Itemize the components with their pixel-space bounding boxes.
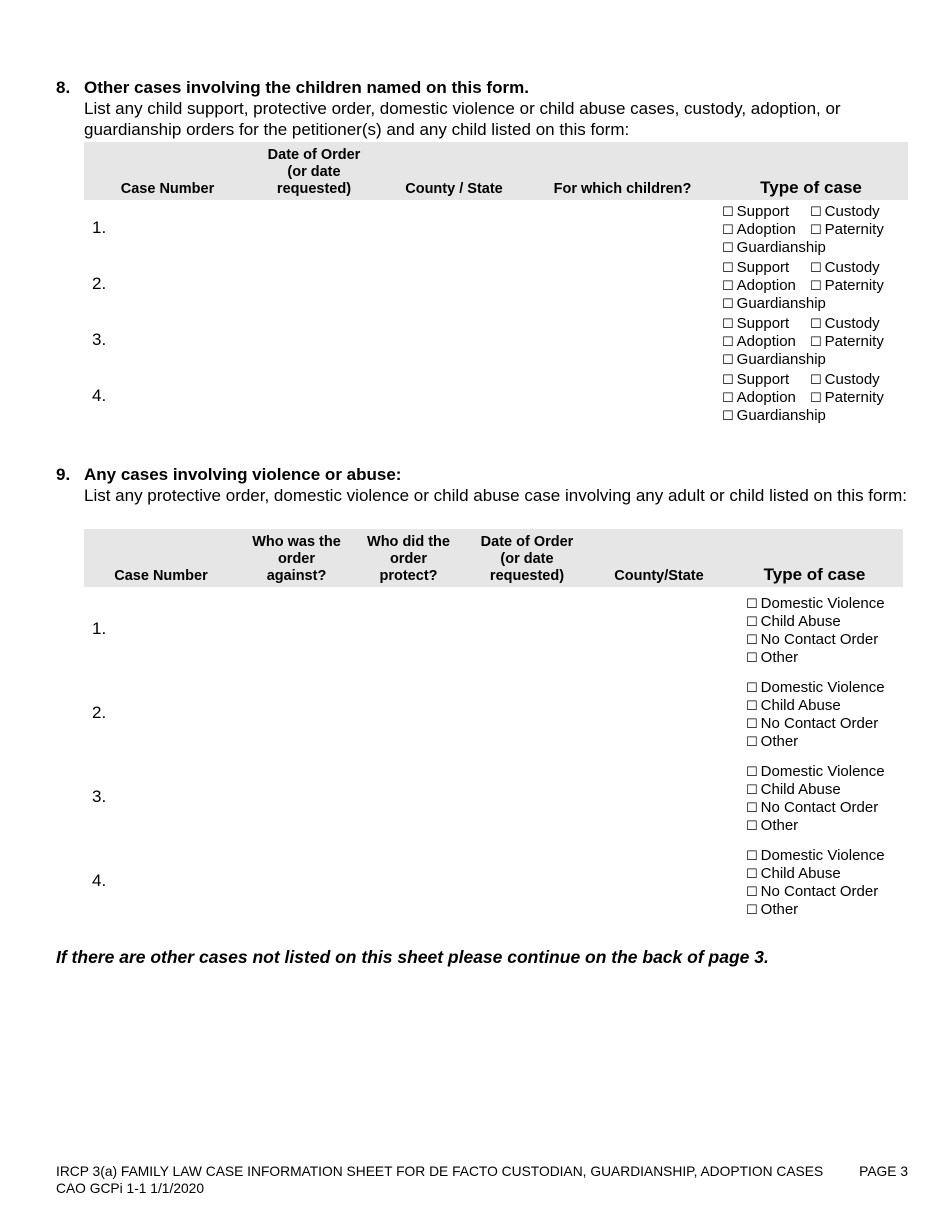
custody-checkbox[interactable]: ☐ Custody	[810, 203, 880, 220]
row-number: 4.	[92, 871, 107, 890]
guardianship-checkbox[interactable]: ☐ Guardianship	[722, 351, 826, 368]
row-number: 2.	[92, 274, 107, 293]
children-cell[interactable]	[531, 368, 714, 424]
date-cell[interactable]	[251, 368, 377, 424]
adoption-checkbox[interactable]: ☐ Adoption	[722, 333, 796, 350]
no-contact-order-checkbox[interactable]: ☐ No Contact Order	[746, 715, 879, 732]
header-case-number: Case Number	[84, 142, 251, 200]
adoption-checkbox[interactable]: ☐ Adoption	[722, 389, 796, 406]
date-cell[interactable]	[462, 587, 592, 671]
against-cell[interactable]	[238, 839, 355, 923]
custody-checkbox[interactable]: ☐ Custody	[810, 259, 880, 276]
protect-cell[interactable]	[355, 839, 462, 923]
protect-cell[interactable]	[355, 755, 462, 839]
table-row	[84, 256, 908, 312]
table-row	[84, 671, 903, 755]
footer-form-code: CAO GCPi 1-1 1/1/2020	[56, 1181, 205, 1196]
row-number: 2.	[92, 703, 107, 722]
type-cell	[714, 368, 908, 424]
header-date-of-order: Date of Order (or date requested)	[462, 529, 592, 587]
county-cell[interactable]	[377, 200, 531, 256]
protect-cell[interactable]	[355, 671, 462, 755]
county-cell[interactable]	[377, 368, 531, 424]
no-contact-order-checkbox[interactable]: ☐ No Contact Order	[746, 883, 879, 900]
against-cell[interactable]	[238, 755, 355, 839]
section-9-description: List any protective order, domestic violence or child abuse case involving any adult or child listed on this form:	[84, 486, 908, 505]
type-cell	[714, 256, 908, 312]
domestic-violence-checkbox[interactable]: ☐ Domestic Violence	[746, 595, 885, 612]
table-row	[84, 587, 903, 671]
section-9-table	[84, 529, 903, 923]
continuation-note: If there are other cases not listed on this sheet please continue on the back of page 3.	[56, 947, 769, 967]
header-date-of-order: Date of Order (or date requested)	[251, 142, 377, 200]
adoption-checkbox[interactable]: ☐ Adoption	[722, 277, 796, 294]
header-county-state: County / State	[377, 142, 531, 200]
against-cell[interactable]	[238, 587, 355, 671]
county-cell[interactable]	[377, 256, 531, 312]
no-contact-order-checkbox[interactable]: ☐ No Contact Order	[746, 799, 879, 816]
table-row	[84, 755, 903, 839]
type-cell	[726, 755, 903, 839]
paternity-checkbox[interactable]: ☐ Paternity	[810, 221, 884, 238]
other-checkbox[interactable]: ☐ Other	[746, 733, 799, 750]
type-cell	[714, 312, 908, 368]
header-case-number: Case Number	[84, 529, 238, 587]
date-cell[interactable]	[251, 256, 377, 312]
section-8-title: Other cases involving the children named on this form.	[84, 78, 529, 97]
other-checkbox[interactable]: ☐ Other	[746, 649, 799, 666]
child-abuse-checkbox[interactable]: ☐ Child Abuse	[746, 613, 841, 630]
child-abuse-checkbox[interactable]: ☐ Child Abuse	[746, 697, 841, 714]
row-number: 1.	[92, 619, 107, 638]
other-checkbox[interactable]: ☐ Other	[746, 901, 799, 918]
county-cell[interactable]	[592, 755, 726, 839]
domestic-violence-checkbox[interactable]: ☐ Domestic Violence	[746, 679, 885, 696]
section-9-number: 9.	[56, 465, 71, 484]
type-cell	[726, 839, 903, 923]
date-cell[interactable]	[251, 312, 377, 368]
children-cell[interactable]	[531, 256, 714, 312]
support-checkbox[interactable]: ☐ Support	[722, 259, 790, 276]
header-county-state: County/State	[592, 529, 726, 587]
header-order-protect: Who did the order protect?	[355, 529, 462, 587]
table-row	[84, 200, 908, 256]
row-number: 1.	[92, 218, 107, 237]
county-cell[interactable]	[377, 312, 531, 368]
header-type-of-case: Type of case	[726, 529, 903, 587]
table-row	[84, 839, 903, 923]
date-cell[interactable]	[462, 671, 592, 755]
county-cell[interactable]	[592, 671, 726, 755]
county-cell[interactable]	[592, 839, 726, 923]
type-cell	[714, 200, 908, 256]
guardianship-checkbox[interactable]: ☐ Guardianship	[722, 407, 826, 424]
guardianship-checkbox[interactable]: ☐ Guardianship	[722, 239, 826, 256]
support-checkbox[interactable]: ☐ Support	[722, 315, 790, 332]
table-header-row	[84, 142, 908, 200]
paternity-checkbox[interactable]: ☐ Paternity	[810, 277, 884, 294]
domestic-violence-checkbox[interactable]: ☐ Domestic Violence	[746, 763, 885, 780]
page-footer	[56, 1163, 908, 1197]
section-8-number: 8.	[56, 78, 71, 97]
type-cell	[726, 671, 903, 755]
section-8-description: List any child support, protective order, domestic violence or child abuse cases, custody, adoption, or guardianship orders for the petitioner(s) and any child listed on this form:	[84, 99, 841, 139]
support-checkbox[interactable]: ☐ Support	[722, 203, 790, 220]
other-checkbox[interactable]: ☐ Other	[746, 817, 799, 834]
adoption-checkbox[interactable]: ☐ Adoption	[722, 221, 796, 238]
children-cell[interactable]	[531, 312, 714, 368]
guardianship-checkbox[interactable]: ☐ Guardianship	[722, 295, 826, 312]
child-abuse-checkbox[interactable]: ☐ Child Abuse	[746, 865, 841, 882]
paternity-checkbox[interactable]: ☐ Paternity	[810, 389, 884, 406]
support-checkbox[interactable]: ☐ Support	[722, 371, 790, 388]
county-cell[interactable]	[592, 587, 726, 671]
header-order-against: Who was the order against?	[238, 529, 355, 587]
row-number: 3.	[92, 330, 107, 349]
date-cell[interactable]	[462, 755, 592, 839]
table-header-row	[84, 529, 903, 587]
section-8-table	[84, 142, 908, 424]
row-number: 3.	[92, 787, 107, 806]
date-cell[interactable]	[462, 839, 592, 923]
header-type-of-case: Type of case	[714, 142, 908, 200]
row-number: 4.	[92, 386, 107, 405]
custody-checkbox[interactable]: ☐ Custody	[810, 315, 880, 332]
table-row	[84, 312, 908, 368]
domestic-violence-checkbox[interactable]: ☐ Domestic Violence	[746, 847, 885, 864]
child-abuse-checkbox[interactable]: ☐ Child Abuse	[746, 781, 841, 798]
header-which-children: For which children?	[531, 142, 714, 200]
footer-form-title: IRCP 3(a) FAMILY LAW CASE INFORMATION SHEET FOR DE FACTO CUSTODIAN, GUARDIANSHIP, ADOPTION CASES	[56, 1164, 824, 1179]
date-cell[interactable]	[251, 200, 377, 256]
custody-checkbox[interactable]: ☐ Custody	[810, 371, 880, 388]
children-cell[interactable]	[531, 200, 714, 256]
footer-page-number: PAGE 3	[859, 1164, 908, 1179]
paternity-checkbox[interactable]: ☐ Paternity	[810, 333, 884, 350]
no-contact-order-checkbox[interactable]: ☐ No Contact Order	[746, 631, 879, 648]
against-cell[interactable]	[238, 671, 355, 755]
type-cell	[726, 587, 903, 671]
table-row	[84, 368, 908, 424]
protect-cell[interactable]	[355, 587, 462, 671]
section-9-title: Any cases involving violence or abuse:	[84, 465, 402, 484]
